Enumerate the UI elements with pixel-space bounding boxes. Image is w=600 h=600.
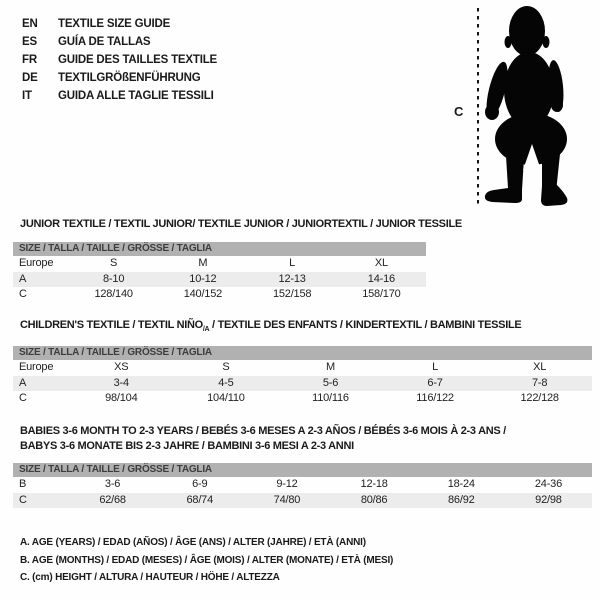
age-cell: 14-16 [367,272,395,285]
babies-heading-line2: BABYS 3-6 MONATE BIS 2-3 JAHRE / BAMBINI 3-6 MESI A 2-3 ANNI [20,440,354,452]
age-cell: 3-4 [113,376,129,389]
height-cell: 68/74 [186,493,214,506]
row-label: C [19,288,27,300]
height-cell: 62/68 [99,493,126,506]
footnote-age-years: A. AGE (YEARS) / EDAD (AÑOS) / ÂGE (ANS) / ALTER (JAHRE) / ETÀ (ANNI) [20,537,366,548]
age-cell: 4-5 [218,376,234,389]
babies-size-table [13,463,592,508]
age-cell: 6-7 [427,376,443,389]
height-cell: 116/122 [416,392,454,404]
table-row-height [13,391,592,407]
children-heading-sub: /A [202,326,210,334]
guide-title-en: TEXTILE SIZE GUIDE [58,18,171,30]
guide-title-fr: GUIDE DES TAILLES TEXTILE [58,54,217,66]
guide-title-it: GUIDA ALLE TAGLIE TESSILI [58,90,214,102]
height-cell: 104/110 [207,392,245,404]
language-code: FR [22,54,37,66]
size-cell: L [432,361,439,373]
row-label: A [19,272,27,285]
row-label: C [19,392,27,404]
height-measure-label: C [454,104,464,119]
junior-size-table [13,242,426,303]
children-section-heading [20,318,521,337]
table-row-europe [13,256,426,272]
height-cell: 110/116 [312,392,349,404]
babies-heading-line1: BABIES 3-6 MONTH TO 2-3 YEARS / BEBÉS 3-6 MESES A 2-3 AÑOS / BÉBÉS 3-6 MOIS À 2-3 ANS / [20,425,506,437]
size-cell: S [110,257,118,269]
table-row-age [13,376,592,392]
size-table-header-bar: SIZE / TALLA / TAILLE / GRÖSSE / TAGLIA [13,346,592,360]
guide-title-es: GUÍA DE TALLAS [58,36,151,48]
size-table-header-bar: SIZE / TALLA / TAILLE / GRÖSSE / TAGLIA [13,242,426,256]
age-cell: 24-36 [534,478,563,490]
language-row-es [22,33,217,51]
table-row-age [13,272,426,288]
toddler-silhouette-icon [440,0,600,215]
guide-title-de: TEXTILGRÖßENFÜHRUNG [58,72,201,84]
height-cell: 80/86 [360,493,388,506]
row-label: Europe [19,257,54,269]
size-cell: XS [114,361,129,373]
language-row-it [22,87,217,105]
height-cell: 122/128 [520,392,559,404]
footnote-age-months: B. AGE (MONTHS) / EDAD (MESES) / ÂGE (MOIS) / ALTER (MONATE) / ETÀ (MESI) [20,554,394,566]
age-cell: 3-6 [104,478,121,490]
language-code: IT [22,90,32,102]
size-cell: L [289,257,296,269]
age-cell: 12-13 [278,272,306,285]
table-row-age-months [13,477,592,493]
age-cell: 18-24 [447,478,475,490]
language-code: DE [22,72,38,84]
babies-section-heading [20,424,506,454]
table-row-europe [13,360,592,376]
language-code: ES [22,36,37,48]
age-cell: 9-12 [276,478,298,490]
legend-footnotes [20,534,393,587]
language-title-list [22,15,217,105]
size-cell: XL [374,257,388,269]
language-row-en [22,15,217,33]
age-cell: 7-8 [532,376,548,389]
age-cell: 12-18 [360,478,388,490]
size-cell: XL [533,361,547,373]
height-cell: 98/104 [105,392,138,404]
size-table-header-bar: SIZE / TALLA / TAILLE / GRÖSSE / TAGLIA [13,463,592,477]
row-label: Europe [19,361,54,373]
toddler-silhouette [482,6,567,206]
children-size-table [13,346,592,407]
age-cell: 6-9 [192,478,208,490]
age-cell: 5-6 [322,376,339,389]
language-row-fr [22,51,217,69]
size-cell: M [326,361,335,373]
age-cell: 10-12 [189,272,217,285]
size-cell: S [222,361,230,373]
age-cell: 8-10 [103,272,125,285]
height-cell: 152/158 [272,288,312,300]
row-label: A [19,376,27,389]
language-code: EN [22,18,38,30]
children-heading-post: / TEXTILE DES ENFANTS / KINDERTEXTIL / BAMBINI TESSILE [209,319,522,331]
height-cell: 92/98 [535,493,562,506]
height-cell: 158/170 [362,288,401,300]
footnote-height: C. (cm) HEIGHT / ALTURA / HAUTEUR / HÖHE / ALTEZZA [20,572,280,583]
children-heading-pre: CHILDREN'S TEXTILE / TEXTIL NIÑO [20,319,203,331]
baby-height-figure [440,0,600,215]
row-label: C [19,493,27,506]
language-row-de [22,69,217,87]
junior-section-heading: JUNIOR TEXTILE / TEXTIL JUNIOR/ TEXTILE JUNIOR / JUNIORTEXTIL / JUNIOR TESSILE [20,218,462,230]
table-row-height [13,287,426,303]
row-label: B [19,478,27,490]
table-row-height [13,493,592,509]
height-cell: 74/80 [273,493,301,506]
size-cell: M [198,257,208,269]
height-cell: 128/140 [94,288,133,300]
height-cell: 86/92 [448,493,475,506]
height-cell: 140/152 [183,288,223,300]
